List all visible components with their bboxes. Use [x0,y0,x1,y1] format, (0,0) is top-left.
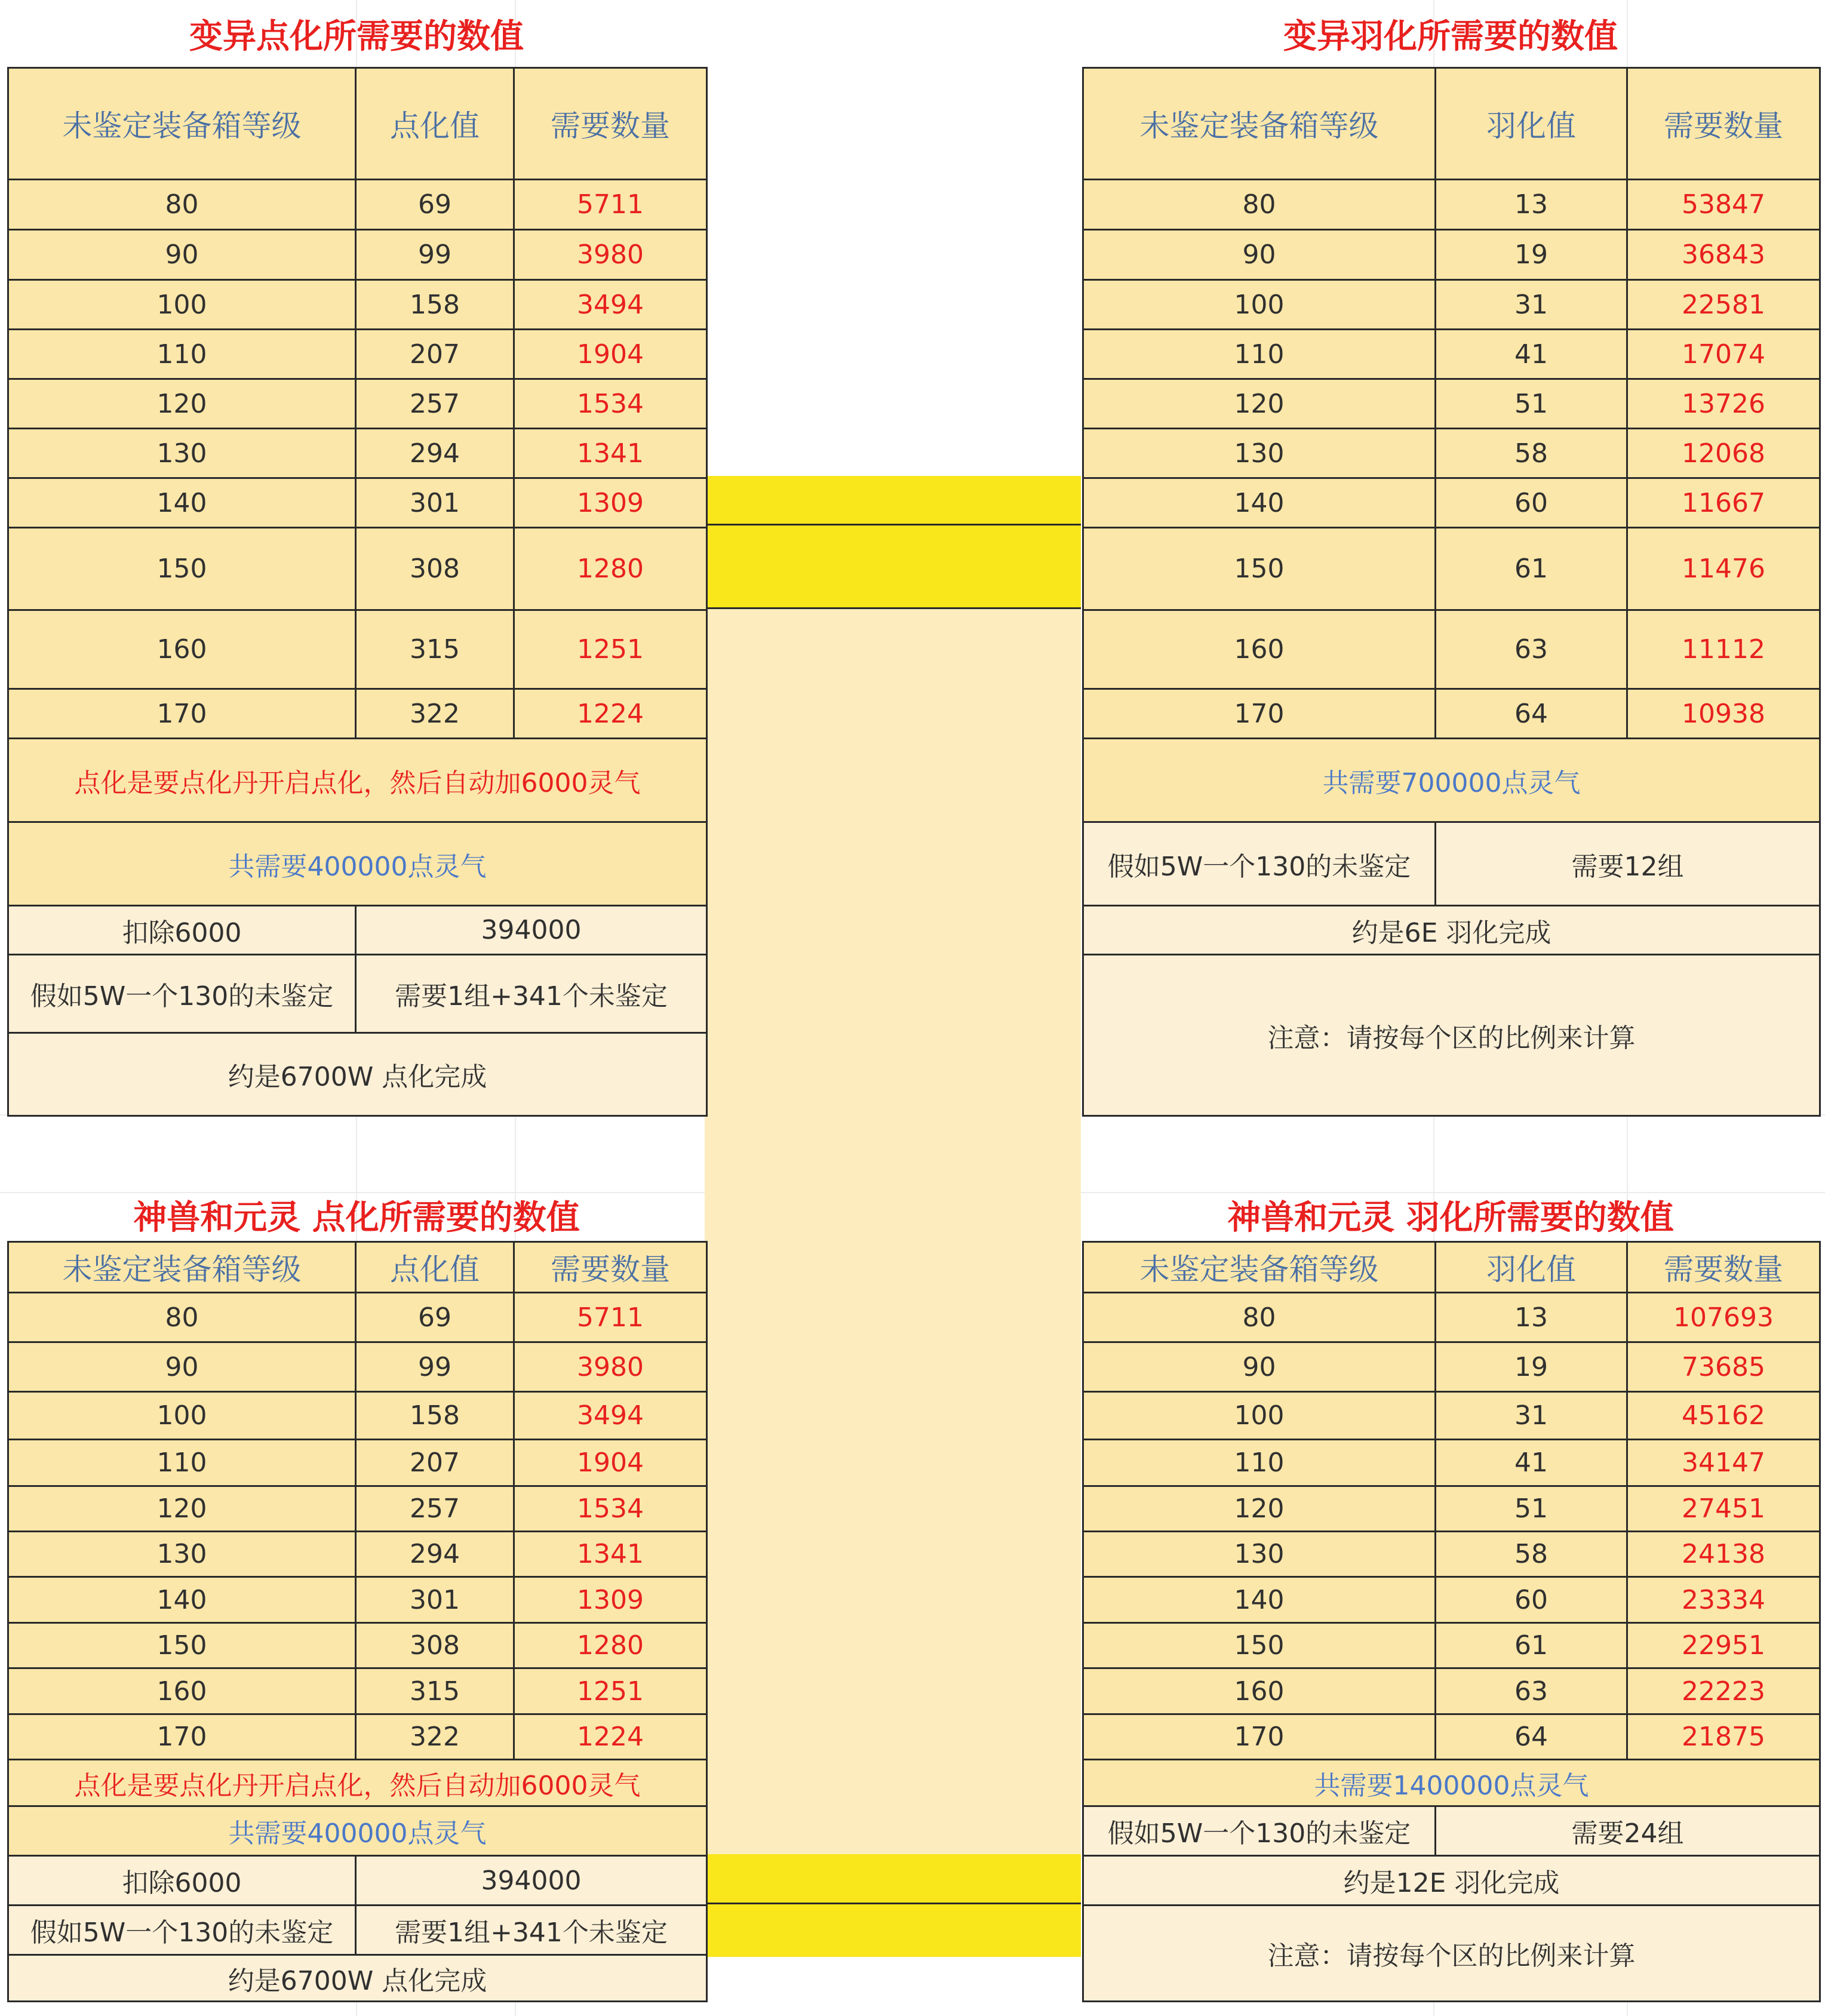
header-cell: 需要数量 [514,1242,707,1293]
table-row [1083,280,1820,330]
quantity-cell: 1251 [514,1668,707,1714]
deduct-label: 扣除6000 [8,1856,356,1906]
level-cell: 130 [1083,429,1436,478]
level-cell: 160 [8,1668,356,1714]
total-spirit-needed: 共需要400000点灵气 [8,1806,707,1856]
level-cell: 120 [8,379,356,429]
dianhua-table-mutation [7,67,708,1117]
level-cell: 90 [8,1342,356,1392]
level-cell: 90 [1083,230,1436,280]
quantity-cell: 11112 [1627,610,1820,689]
level-cell: 100 [1083,1392,1436,1440]
table-title: 变异点化所需要的数值 [189,17,524,56]
table-row [1083,1623,1820,1668]
header-cell: 未鉴定装备箱等级 [8,1242,356,1293]
quantity-cell: 11667 [1627,478,1820,528]
table-row [8,1532,707,1577]
value-cell: 64 [1436,1714,1627,1760]
table-row [8,1668,707,1714]
total-spirit-needed: 共需要400000点灵气 [8,822,707,906]
quantity-cell: 53847 [1627,180,1820,230]
header-cell: 需要数量 [1627,68,1820,180]
value-cell: 322 [356,1714,514,1760]
quantity-cell: 1309 [514,478,707,528]
quantity-cell: 13726 [1627,379,1820,429]
quantity-cell: 11476 [1627,528,1820,610]
table-row [1083,1293,1820,1342]
quantity-cell: 3980 [514,230,707,280]
header-cell: 点化值 [356,68,514,180]
table-row [1083,1486,1820,1532]
value-cell: 158 [356,1392,514,1440]
header-cell: 未鉴定装备箱等级 [8,68,356,180]
quantity-cell: 34147 [1627,1440,1820,1486]
summary: 约是12E 羽化完成 [1083,1856,1820,1906]
value-cell: 308 [356,528,514,610]
value-cell: 207 [356,330,514,379]
value-cell: 158 [356,280,514,330]
table-row [1083,230,1820,280]
value-cell: 51 [1436,379,1627,429]
table-row [1083,379,1820,429]
level-cell: 80 [1083,180,1436,230]
summary: 约是6700W 点化完成 [8,1955,707,2002]
quantity-cell: 73685 [1627,1342,1820,1392]
level-cell: 100 [8,1392,356,1440]
value-cell: 13 [1436,1293,1627,1342]
value-cell: 63 [1436,610,1627,689]
value-cell: 41 [1436,1440,1627,1486]
quantity-cell: 107693 [1627,1293,1820,1342]
value-cell: 301 [356,478,514,528]
table-row [1083,1532,1820,1577]
quantity-cell: 22581 [1627,280,1820,330]
middle-column [705,476,1081,1957]
quantity-cell: 1534 [514,379,707,429]
quantity-cell: 22223 [1627,1668,1820,1714]
level-cell: 160 [8,610,356,689]
level-cell: 150 [8,1623,356,1668]
level-cell: 130 [8,429,356,478]
table-row [8,610,707,689]
level-cell: 120 [1083,379,1436,429]
level-cell: 90 [1083,1342,1436,1392]
table-row [8,180,707,230]
table-row [1083,528,1820,610]
level-cell: 110 [8,1440,356,1486]
assume-label: 假如5W一个130的未鉴定 [8,1906,356,1955]
header-cell: 点化值 [356,1242,514,1293]
header-cell: 未鉴定装备箱等级 [1083,1242,1436,1293]
header-cell: 需要数量 [1627,1242,1820,1293]
value-cell: 69 [356,180,514,230]
level-cell: 120 [8,1486,356,1532]
table-row [1083,1577,1820,1623]
quantity-cell: 1534 [514,1486,707,1532]
header-cell: 未鉴定装备箱等级 [1083,68,1436,180]
separator-line [705,524,1081,525]
quantity-cell: 27451 [1627,1486,1820,1532]
level-cell: 100 [8,280,356,330]
value-cell: 315 [356,610,514,689]
value-cell: 99 [356,230,514,280]
table-row [8,230,707,280]
value-cell: 69 [356,1293,514,1342]
value-cell: 207 [356,1440,514,1486]
header-cell: 羽化值 [1436,1242,1627,1293]
level-cell: 80 [8,1293,356,1342]
deduct-value: 394000 [356,1856,707,1906]
table-row [8,1577,707,1623]
dianhua-note: 点化是要点化丹开启点化，然后自动加6000灵气 [8,739,707,822]
level-cell: 90 [8,230,356,280]
value-cell: 64 [1436,689,1627,739]
level-cell: 140 [8,478,356,528]
value-cell: 19 [1436,230,1627,280]
table-row [1083,1440,1820,1486]
table-row [8,1293,707,1342]
assume-label: 假如5W一个130的未鉴定 [8,955,356,1033]
value-cell: 41 [1436,330,1627,379]
yuhua-table-beast [1082,1241,1821,2002]
table-row [8,528,707,610]
table-row [8,1714,707,1760]
value-cell: 257 [356,379,514,429]
yellow-highlight-band [705,1854,1081,1957]
table-row [8,1623,707,1668]
table-row [1083,180,1820,230]
value-cell: 60 [1436,478,1627,528]
quantity-cell: 22951 [1627,1623,1820,1668]
quantity-cell: 1280 [514,528,707,610]
value-cell: 51 [1436,1486,1627,1532]
quantity-cell: 21875 [1627,1714,1820,1760]
table-row [1083,689,1820,739]
value-cell: 294 [356,429,514,478]
level-cell: 140 [1083,478,1436,528]
caution-note: 注意：请按每个区的比例来计算 [1083,1906,1820,2002]
level-cell: 120 [1083,1486,1436,1532]
summary: 约是6E 羽化完成 [1083,906,1820,955]
level-cell: 170 [8,689,356,739]
deduct-value: 394000 [356,906,707,955]
assume-value: 需要1组+341个未鉴定 [356,1906,707,1955]
value-cell: 308 [356,1623,514,1668]
table-row [8,429,707,478]
table-row [1083,1714,1820,1760]
level-cell: 110 [1083,330,1436,379]
table-row [1083,429,1820,478]
value-cell: 61 [1436,1623,1627,1668]
value-cell: 301 [356,1577,514,1623]
total-spirit-needed: 共需要700000点灵气 [1083,739,1820,822]
table-row [8,330,707,379]
value-cell: 63 [1436,1668,1627,1714]
value-cell: 31 [1436,1392,1627,1440]
table-title: 神兽和元灵 点化所需要的数值 [133,1198,580,1237]
level-cell: 160 [1083,610,1436,689]
quantity-cell: 1309 [514,1577,707,1623]
table-row [8,379,707,429]
quantity-cell: 36843 [1627,230,1820,280]
value-cell: 294 [356,1532,514,1577]
deduct-label: 扣除6000 [8,906,356,955]
level-cell: 150 [8,528,356,610]
table-title: 神兽和元灵 羽化所需要的数值 [1227,1198,1674,1237]
quantity-cell: 1251 [514,610,707,689]
value-cell: 257 [356,1486,514,1532]
quantity-cell: 5711 [514,180,707,230]
value-cell: 60 [1436,1577,1627,1623]
summary: 约是6700W 点化完成 [8,1033,707,1116]
level-cell: 130 [1083,1532,1436,1577]
header-cell: 需要数量 [514,68,707,180]
quantity-cell: 23334 [1627,1577,1820,1623]
middle-column-blank [705,67,1081,476]
header-cell: 羽化值 [1436,68,1627,180]
quantity-cell: 12068 [1627,429,1820,478]
level-cell: 140 [1083,1577,1436,1623]
yuhua-table-mutation [1082,67,1821,1117]
table-row [8,689,707,739]
level-cell: 140 [8,1577,356,1623]
yellow-highlight-band [705,476,1081,609]
table-title: 变异羽化所需要的数值 [1283,17,1618,56]
quantity-cell: 45162 [1627,1392,1820,1440]
value-cell: 61 [1436,528,1627,610]
caution-note: 注意：请按每个区的比例来计算 [1083,955,1820,1116]
quantity-cell: 1280 [514,1623,707,1668]
level-cell: 150 [1083,1623,1436,1668]
quantity-cell: 1341 [514,1532,707,1577]
level-cell: 110 [8,330,356,379]
dianhua-table-beast [7,1241,708,2002]
assume-label: 假如5W一个130的未鉴定 [1083,822,1436,906]
dianhua-note: 点化是要点化丹开启点化，然后自动加6000灵气 [8,1760,707,1806]
quantity-cell: 1224 [514,1714,707,1760]
level-cell: 110 [1083,1440,1436,1486]
value-cell: 99 [356,1342,514,1392]
level-cell: 170 [1083,1714,1436,1760]
table-row [1083,1392,1820,1440]
separator-line [705,1903,1081,1904]
quantity-cell: 1341 [514,429,707,478]
quantity-cell: 1224 [514,689,707,739]
table-row [8,280,707,330]
total-spirit-needed: 共需要1400000点灵气 [1083,1760,1820,1806]
table-row [1083,330,1820,379]
table-row [1083,1342,1820,1392]
value-cell: 31 [1436,280,1627,330]
value-cell: 315 [356,1668,514,1714]
table-row [8,1392,707,1440]
level-cell: 150 [1083,528,1436,610]
quantity-cell: 1904 [514,330,707,379]
quantity-cell: 10938 [1627,689,1820,739]
quantity-cell: 3980 [514,1342,707,1392]
assume-value: 需要1组+341个未鉴定 [356,955,707,1033]
level-cell: 80 [1083,1293,1436,1342]
value-cell: 58 [1436,429,1627,478]
table-row [1083,478,1820,528]
table-row [8,1342,707,1392]
value-cell: 19 [1436,1342,1627,1392]
table-row [1083,610,1820,689]
separator-line [705,607,1081,609]
quantity-cell: 17074 [1627,330,1820,379]
table-row [8,478,707,528]
quantity-cell: 24138 [1627,1532,1820,1577]
level-cell: 130 [8,1532,356,1577]
level-cell: 170 [1083,689,1436,739]
quantity-cell: 3494 [514,1392,707,1440]
level-cell: 100 [1083,280,1436,330]
table-row [8,1440,707,1486]
table-row [8,1486,707,1532]
quantity-cell: 5711 [514,1293,707,1342]
value-cell: 322 [356,689,514,739]
assume-value: 需要24组 [1436,1806,1820,1856]
value-cell: 13 [1436,180,1627,230]
assume-label: 假如5W一个130的未鉴定 [1083,1806,1436,1856]
table-row [1083,1668,1820,1714]
assume-value: 需要12组 [1436,822,1820,906]
value-cell: 58 [1436,1532,1627,1577]
level-cell: 160 [1083,1668,1436,1714]
level-cell: 170 [8,1714,356,1760]
quantity-cell: 3494 [514,280,707,330]
level-cell: 80 [8,180,356,230]
quantity-cell: 1904 [514,1440,707,1486]
